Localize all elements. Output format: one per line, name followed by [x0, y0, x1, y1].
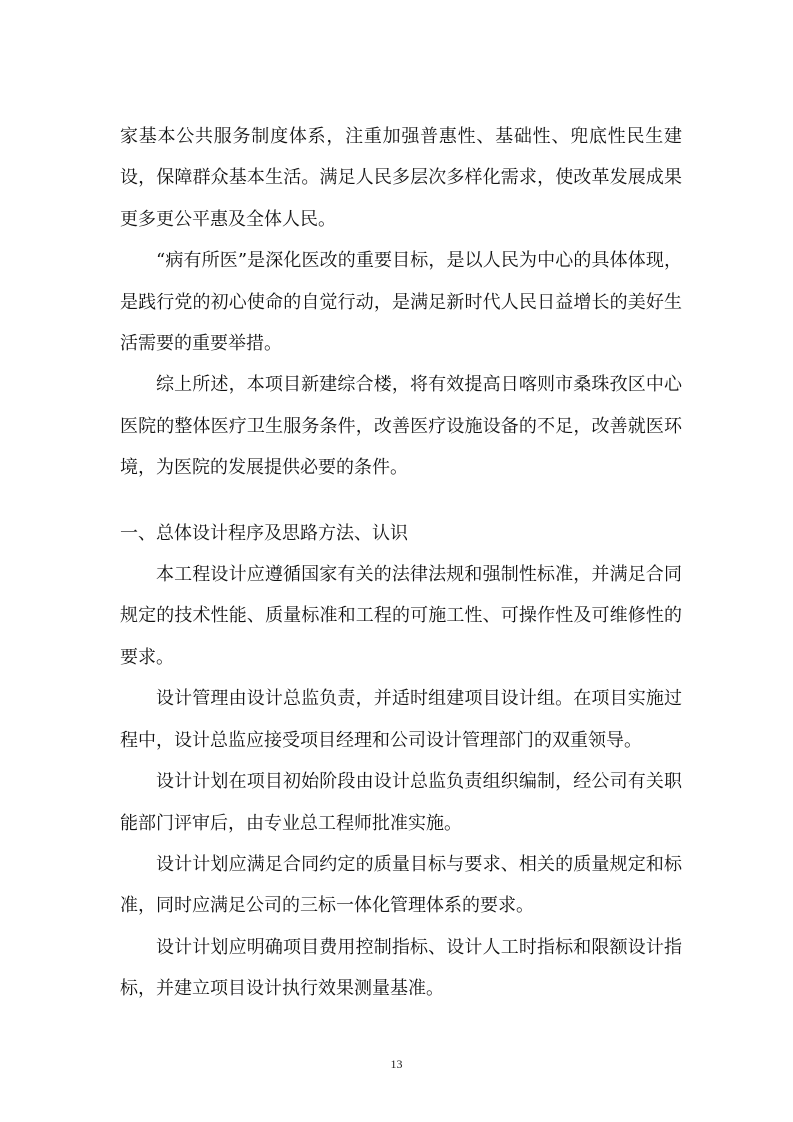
section-heading: 一、总体设计程序及思路方法、认识: [120, 522, 408, 544]
body-text: [120, 116, 682, 1010]
paragraph-medical-care-goal: “病有所医”是深化医改的重要目标，是以人民为中心的具体体现，是践行党的初心使命的自觉行动，是满足新时代人民日益增长的美好生活需要的重要举措。: [120, 250, 682, 355]
paragraph-public-service: 家基本公共服务制度体系，注重加强普惠性、基础性、兜底性民生建设，保障群众基本生活。满足人民多层次多样化需求，使改革发展成果更多更公平惠及全体人民。: [120, 126, 682, 230]
paragraph-design-management: 设计管理由设计总监负责，并适时组建项目设计组。在项目实施过程中，设计总监应接受项目经理和公司设计管理部门的双重领导。: [120, 688, 682, 751]
paragraph-design-plan-quality: 设计计划应满足合同约定的质量目标与要求、相关的质量规定和标准，同时应满足公司的三标一体化管理体系的要求。: [120, 853, 682, 917]
paragraph-design-plan-cost: 设计计划应明确项目费用控制指标、设计人工时指标和限额设计指标，并建立项目设计执行效果测量基准。: [120, 936, 682, 1000]
paragraph-design-standards: 本工程设计应遵循国家有关的法律法规和强制性标准，并满足合同规定的技术性能、质量标准和工程的可施工性、可操作性及可维修性的要求。: [120, 564, 682, 668]
paragraph-design-plan-approval: 设计计划在项目初始阶段由设计总监负责组织编制，经公司有关职能部门评审后，由专业总工程师批准实施。: [120, 771, 682, 834]
section-spacer: [120, 489, 682, 513]
page-number: 13: [390, 1057, 403, 1071]
paragraph-summary: 综上所述，本项目新建综合楼，将有效提高日喀则市桑珠孜区中心医院的整体医疗卫生服务条件，改善医疗设施设备的不足，改善就医环境，为医院的发展提供必要的条件。: [120, 374, 682, 479]
